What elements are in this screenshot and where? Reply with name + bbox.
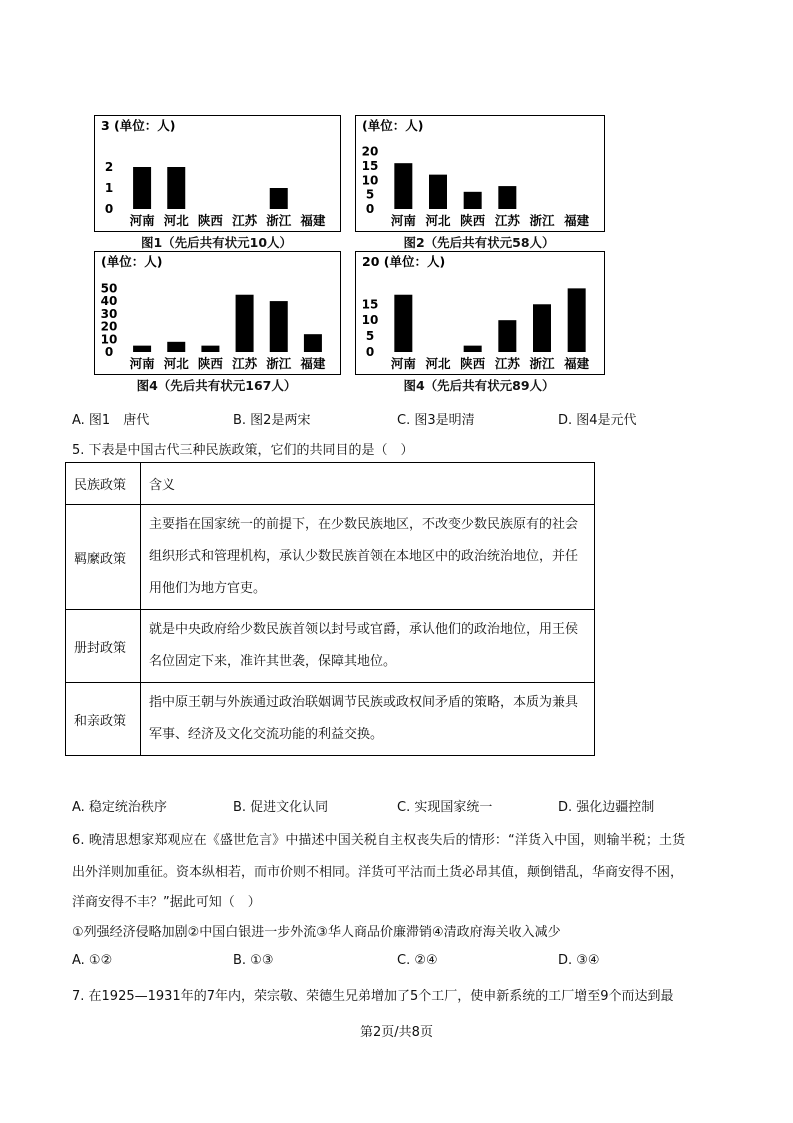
policy-desc: 指中原王朝与外族通过政治联姻调节民族或政权间矛盾的策略，本质为兼具军事、经济及文化交流功能的利益交换。: [141, 683, 595, 756]
policy-name: 羁縻政策: [66, 505, 141, 610]
x-tick-label: 江苏: [494, 356, 520, 371]
q6-option-d: D. ③④: [558, 953, 600, 968]
bar-浙江: [270, 301, 288, 352]
bar-福建: [304, 334, 322, 352]
policy-desc: 就是中央政府给少数民族首领以封号或官爵，承认他们的政治地位，用王侯名位固定下来，准许其世袭，保障其地位。: [141, 610, 595, 683]
policy-name: 和亲政策: [66, 683, 141, 756]
q4-option-b: B. 图2是两宋: [233, 413, 311, 428]
unit-label: (单位：人): [362, 118, 424, 133]
bar-陕西: [201, 346, 219, 352]
bar-河南: [133, 346, 151, 352]
bar-陕西: [464, 346, 482, 352]
table-header-policy: 民族政策: [66, 463, 141, 505]
y-tick-label: 2: [104, 160, 114, 174]
bar-浙江: [533, 304, 551, 352]
bar-河南: [394, 163, 412, 209]
y-tick-label: 20: [361, 144, 379, 159]
q6-option-c: C. ②④: [397, 953, 438, 968]
y-tick-label: 5: [365, 329, 375, 344]
bar-陕西: [464, 192, 482, 209]
x-tick-label: 陕西: [197, 356, 223, 371]
x-tick-label: 陕西: [460, 356, 486, 371]
bar-江苏: [236, 295, 254, 352]
q6-option-b: B. ①③: [233, 953, 274, 968]
q7-line-1: 7. 在1925—1931年的7年内，荣宗敬、荣德生兄弟增加了5个工厂，使申新系统的工厂增至9个而达到最: [72, 989, 674, 1004]
chart-3-svg: [95, 252, 340, 374]
unit-label: (单位：人): [101, 254, 163, 269]
q5-option-a: A. 稳定统治秩序: [72, 800, 167, 815]
x-tick-label: 河北: [163, 213, 189, 228]
x-tick-label: 河南: [129, 356, 155, 371]
bar-福建: [568, 288, 586, 352]
y-tick-label: 30: [100, 306, 118, 321]
bar-河南: [133, 167, 151, 209]
x-tick-label: 福建: [300, 356, 326, 371]
x-tick-label: 江苏: [494, 213, 520, 228]
x-tick-label: 河南: [390, 213, 416, 228]
unit-label: 20 (单位：人): [362, 254, 446, 269]
bar-浙江: [270, 188, 288, 209]
chart-4: [355, 251, 605, 375]
x-tick-label: 福建: [300, 213, 326, 228]
y-tick-label: 0: [104, 202, 114, 216]
policy-name: 册封政策: [66, 610, 141, 683]
q4-option-a: A. 图1 唐代: [72, 413, 150, 428]
q6-line-1: 6. 晚清思想家郑观应在《盛世危言》中描述中国关税自主权丧失后的情形：“洋货入中国，则输半税；土货: [72, 833, 686, 848]
y-tick-label: 0: [365, 202, 375, 216]
q5-option-c: C. 实现国家统一: [397, 800, 493, 815]
y-tick-label: 15: [361, 159, 379, 174]
table-row: [66, 610, 595, 683]
bar-河南: [394, 295, 412, 352]
table-row: [66, 683, 595, 756]
bar-河北: [429, 175, 447, 209]
chart-2-caption: 图2（先后共有状元58人）: [403, 235, 555, 250]
q5-option-d: D. 强化边疆控制: [558, 800, 655, 815]
x-tick-label: 江苏: [232, 213, 258, 228]
x-tick-label: 河南: [129, 213, 155, 228]
chart-3-caption: 图4（先后共有状元167人）: [136, 378, 297, 393]
table-row: [66, 505, 595, 610]
y-tick-label: 20: [100, 319, 118, 334]
q6-line-3: 洋商安得不丰？”据此可知（ ）: [72, 895, 261, 910]
bar-河北: [167, 342, 185, 352]
chart-4-caption: 图4（先后共有状元89人）: [403, 378, 555, 393]
chart-3: [94, 251, 341, 375]
chart-1: [94, 115, 341, 232]
x-tick-label: 河北: [425, 356, 451, 371]
policy-table: [65, 462, 595, 756]
y-tick-label: 0: [104, 345, 114, 359]
y-tick-label: 50: [100, 281, 118, 296]
y-tick-label: 1: [104, 181, 114, 195]
x-tick-label: 河北: [163, 356, 189, 371]
x-tick-label: 陕西: [197, 213, 223, 228]
q6-items: ①列强经济侵略加剧②中国白银进一步外流③华人商品价廉滞销④清政府海关收入减少: [72, 925, 561, 940]
y-tick-label: 10: [361, 173, 379, 188]
q4-option-c: C. 图3是明清: [397, 413, 475, 428]
x-tick-label: 浙江: [266, 356, 292, 371]
x-tick-label: 浙江: [529, 356, 555, 371]
x-tick-label: 陕西: [460, 213, 486, 228]
q5-stem: 5. 下表是中国古代三种民族政策，它们的共同目的是（ ）: [72, 443, 414, 458]
table-header-meaning: 含义: [141, 463, 595, 505]
unit-label: 3 (单位：人): [101, 118, 176, 133]
bar-河北: [167, 167, 185, 209]
y-tick-label: 40: [100, 294, 118, 309]
q6-option-a: A. ①②: [72, 953, 113, 968]
chart-1-caption: 图1（先后共有状元10人）: [140, 235, 293, 250]
q4-option-d: D. 图4是元代: [558, 413, 637, 428]
y-tick-label: 10: [100, 332, 118, 347]
chart-2: [355, 115, 605, 232]
q6-line-2: 出外洋则加重征。资本纵相若，而市价则不相同。洋货可平沽而土货必昂其值，颠倒错乱，华商安得不困，: [72, 865, 684, 880]
x-tick-label: 浙江: [529, 213, 555, 228]
q5-option-b: B. 促进文化认同: [233, 800, 329, 815]
x-tick-label: 浙江: [266, 213, 292, 228]
y-tick-label: 10: [361, 313, 379, 328]
policy-desc: 主要指在国家统一的前提下，在少数民族地区，不改变少数民族原有的社会组织形式和管理机构，承认少数民族首领在本地区中的政治统治地位，并任用他们为地方官吏。: [141, 505, 595, 610]
bar-江苏: [498, 320, 516, 352]
bar-江苏: [498, 186, 516, 209]
chart-1-svg: [95, 116, 340, 231]
x-tick-label: 福建: [564, 356, 590, 371]
y-tick-label: 5: [365, 187, 375, 202]
chart-4-svg: [356, 252, 604, 374]
x-tick-label: 江苏: [232, 356, 258, 371]
x-tick-label: 河南: [390, 356, 416, 371]
chart-2-svg: [356, 116, 604, 231]
x-tick-label: 福建: [564, 213, 590, 228]
y-tick-label: 0: [365, 345, 375, 359]
x-tick-label: 河北: [425, 213, 451, 228]
page-footer: 第2页/共8页: [360, 1025, 433, 1040]
y-tick-label: 15: [361, 297, 379, 312]
